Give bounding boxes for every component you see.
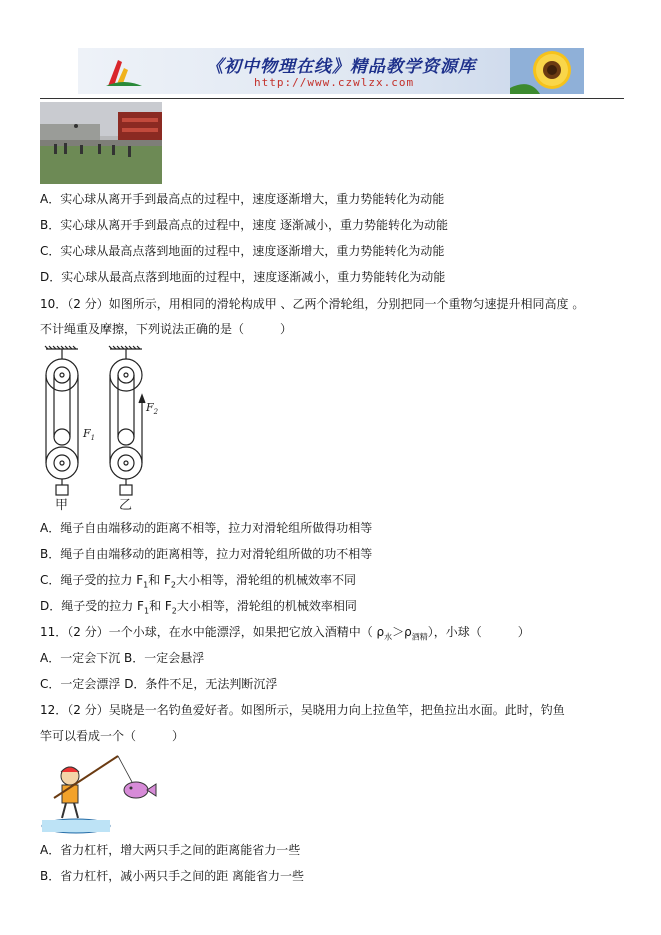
q11-options-ab: A．一定会下沉 B．一定会悬浮	[40, 651, 205, 665]
q9-option-d: D．实心球从最高点落到地面的过程中，速度逐渐减小，重力势能转化为动能	[40, 270, 446, 284]
q11-options-cd: C．一定会漂浮 D．条件不足，无法判断沉浮	[40, 677, 278, 691]
header-banner	[78, 48, 584, 94]
f1-label: $F_1$	[83, 427, 96, 442]
q12-option-a: A．省力杠杆，增大两只手之间的距离能省力一些	[40, 843, 301, 857]
label-yi: 乙	[119, 498, 133, 513]
q10-stem-line2: 不计绳重及摩擦，下列说法正确的是（ ）	[40, 322, 293, 336]
header-rule	[40, 98, 624, 99]
q12-stem-line2: 竿可以看成一个（ ）	[40, 729, 185, 743]
q12-stem-line1: 12．（2 分）吴晓是一名钓鱼爱好者。如图所示，吴晓用力向上拉鱼竿，把鱼拉出水面。此时，钓鱼	[40, 703, 565, 717]
q10-option-d: D．绳子受的拉力 $F_1$和 $F_2$大小相等，滑轮组的机械效率相同	[40, 599, 357, 616]
label-jia: 甲	[55, 498, 69, 513]
q9-option-b: B．实心球从离开手到最高点的过程中，速度 逐渐减小，重力势能转化为动能	[40, 218, 449, 232]
q11-stem: 11．（2 分）一个小球，在水中能漂浮，如果把它放入酒精中（ $\rho_水>\rho_{酒精}$），小球（ ）	[40, 625, 530, 642]
q10-option-a: A．绳子自由端移动的距离不相等，拉力对滑轮组所做得功相等	[40, 521, 373, 535]
q12-option-b: B．省力杠杆，减小两只手之间的距 离能省力一些	[40, 869, 305, 883]
site-logo-icon	[104, 56, 144, 88]
q10-stem-line1: 10．（2 分）如图所示，用相同的滑轮构成甲 、乙两个滑轮组，分别把同一个重物匀速提升相同高度 。	[40, 297, 585, 311]
sports-field-photo	[40, 102, 162, 184]
fishing-cartoon	[40, 754, 158, 834]
q10-option-b: B．绳子自由端移动的距离相等，拉力对滑轮组所做的功不相等	[40, 547, 373, 561]
pulley-figure	[40, 345, 170, 513]
q10-option-c: C．绳子受的拉力 $F_1$和 $F_2$大小相等，滑轮组的机械效率不同	[40, 573, 357, 590]
sunflower-icon	[510, 48, 584, 94]
banner-title: 《初中物理在线》精品教学资源库	[206, 57, 476, 77]
banner-url: http://www.czwlzx.com	[254, 76, 415, 89]
q9-option-a: A．实心球从离开手到最高点的过程中，速度逐渐增大，重力势能转化为动能	[40, 192, 445, 206]
f2-label: $F_2$	[146, 401, 159, 416]
q9-option-c: C．实心球从最高点落到地面的过程中，速度逐渐增大，重力势能转化为动能	[40, 244, 445, 258]
